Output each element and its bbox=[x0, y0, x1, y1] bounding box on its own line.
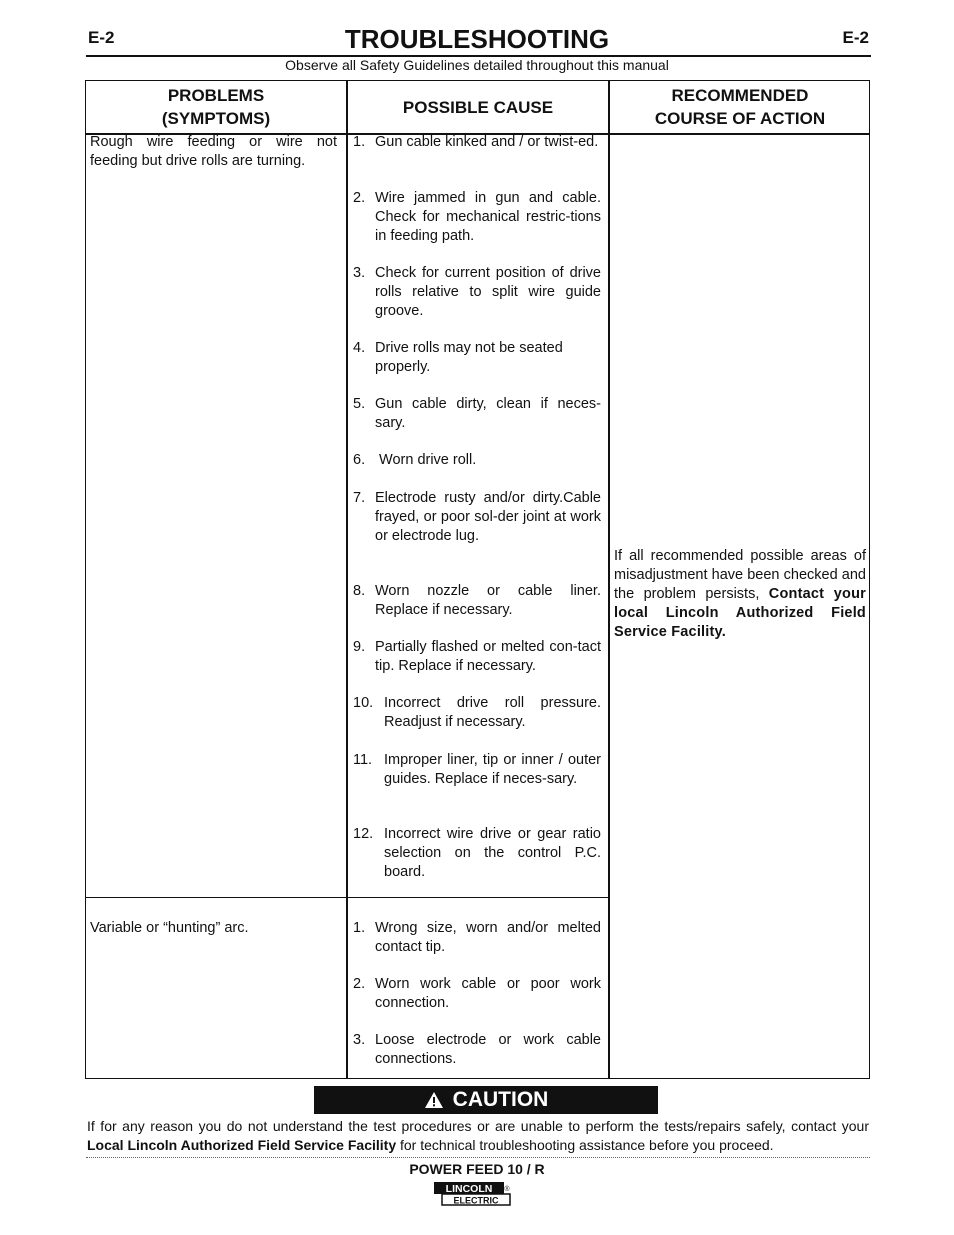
cause-item: 3. Loose electrode or work cable connections. bbox=[353, 1032, 601, 1067]
caution-label: CAUTION bbox=[452, 1088, 549, 1111]
header-possible-cause: POSSIBLE CAUSE bbox=[402, 97, 554, 117]
caution-banner bbox=[314, 1086, 658, 1114]
cause-item: 4. Drive rolls may not be seated properly. bbox=[353, 340, 563, 375]
model-name: POWER FEED 10 / R bbox=[409, 1161, 545, 1177]
cause-item: 5. Gun cable dirty, clean if neces-sary. bbox=[353, 396, 601, 431]
cause-item: 3. Check for current position of drive rolls relative to split wire guide groove. bbox=[353, 265, 601, 319]
recommended-action: If all recommended possible areas of misadjustment have been checked and the problem persists, Contact your local Lincoln Authorized Field Service Facility. bbox=[614, 548, 866, 640]
cause-item: 9. Partially flashed or melted con-tact tip. Replace if necessary. bbox=[353, 639, 601, 674]
cause-item: 2. Worn work cable or poor work connection. bbox=[353, 976, 601, 1011]
caution-note: If for any reason you do not understand the test procedures or are unable to perform the tests/repairs safely, contact your Local Lincoln Authorized Field Service Facility for technical troubleshooting assistance before you proceed. bbox=[87, 1118, 869, 1153]
warning-triangle-icon bbox=[424, 1091, 444, 1109]
column-divider bbox=[346, 81, 348, 1078]
cause-item: 1. Wrong size, worn and/or melted contact tip. bbox=[353, 920, 601, 955]
svg-text:LINCOLN: LINCOLN bbox=[445, 1183, 493, 1195]
contact-service-facility: Contact your local Lincoln Authorized Field Service Facility. bbox=[614, 586, 866, 640]
row-divider bbox=[86, 897, 608, 898]
cause-item: 11. Improper liner, tip or inner / outer guides. Replace if neces-sary. bbox=[353, 752, 601, 787]
cause-item: 8. Worn nozzle or cable liner. Replace if necessary. bbox=[353, 583, 601, 618]
safety-subtitle: Observe all Safety Guidelines detailed throughout this manual bbox=[285, 57, 669, 73]
cause-item: 1. Gun cable kinked and / or twist-ed. bbox=[353, 134, 599, 150]
page-number-right: E-2 bbox=[842, 28, 869, 47]
cause-item: 2. Wire jammed in gun and cable. Check for mechanical restric-tions in feeding path. bbox=[353, 190, 601, 244]
page-title: TROUBLESHOOTING bbox=[344, 24, 610, 54]
column-divider bbox=[608, 81, 610, 1078]
troubleshooting-table bbox=[85, 80, 870, 1079]
cause-item: 7. Electrode rusty and/or dirty.Cable frayed, or poor sol-der joint at work or electrode lug. bbox=[353, 490, 601, 544]
footer-divider bbox=[86, 1157, 870, 1158]
cause-item: 6. Worn drive roll. bbox=[353, 452, 477, 468]
cause-item: 12. Incorrect wire drive or gear ratio selection on the control P.C. board. bbox=[353, 826, 601, 880]
header-problems: PROBLEMS (SYMPTOMS) bbox=[161, 86, 271, 128]
problem-rough-wire-feeding: Rough wire feeding or wire not feeding but drive rolls are turning. bbox=[90, 134, 337, 169]
caution-note-bold: Local Lincoln Authorized Field Service Facility bbox=[87, 1137, 397, 1153]
header-course-of-action: RECOMMENDED COURSE OF ACTION bbox=[654, 86, 826, 128]
problem-hunting-arc: Variable or “hunting” arc. bbox=[90, 920, 249, 936]
lincoln-electric-logo bbox=[433, 1181, 511, 1207]
svg-text:ELECTRIC: ELECTRIC bbox=[453, 1195, 499, 1206]
cause-item: 10. Incorrect drive roll pressure. Readjust if necessary. bbox=[353, 695, 601, 730]
page-number-left: E-2 bbox=[88, 28, 115, 47]
svg-text:®: ® bbox=[504, 1186, 510, 1193]
